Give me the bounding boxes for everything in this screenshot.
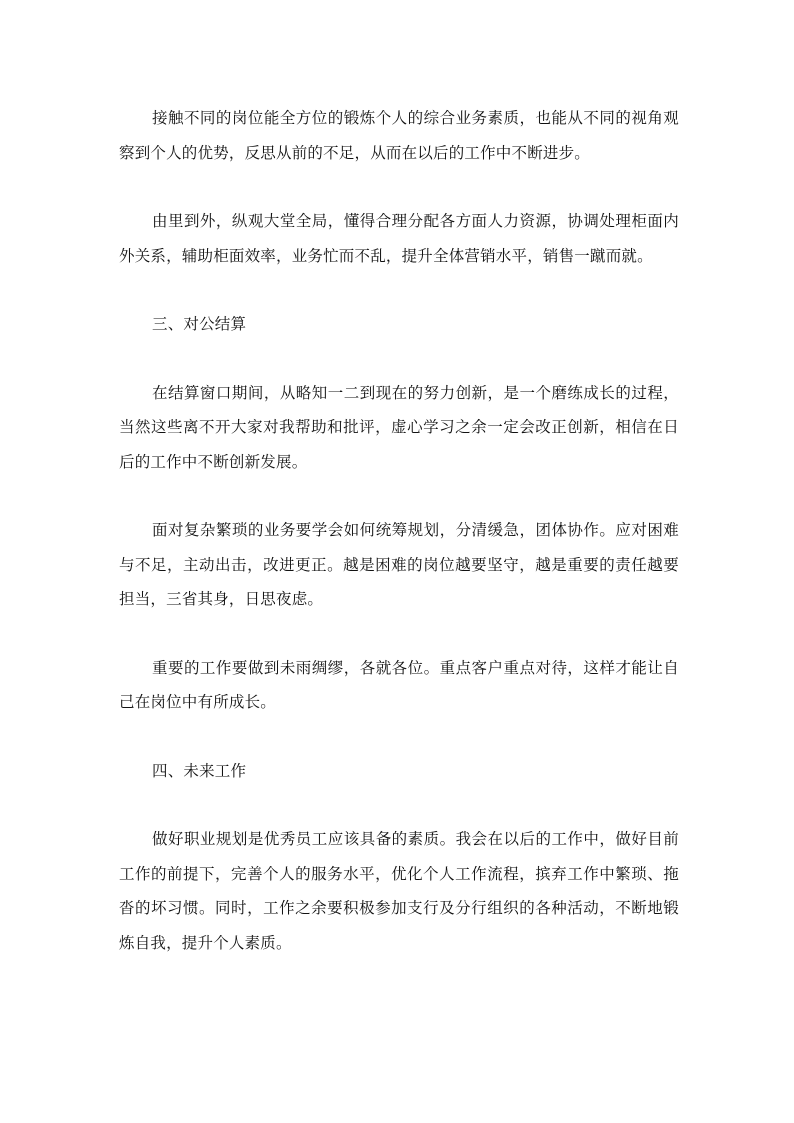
paragraph-key-clients: 重要的工作要做到未雨绸缪，各就各位。重点客户重点对待，这样才能让自己在岗位中有所成长。 [119,658,679,711]
paragraph-spacer [119,273,679,307]
paragraph-spacer [119,479,679,513]
paragraph-settlement-window: 在结算窗口期间，从略知一二到现在的努力创新，是一个磨练成长的过程，当然这些离不开大家对我帮助和批评，虚心学习之余一定会改正创新，相信在日后的工作中不断创新发展。 [119,383,679,471]
paragraph-spacer [119,617,679,651]
paragraph-spacer [119,720,679,754]
paragraph-career-planning: 做好职业规划是优秀员工应该具备的素质。我会在以后的工作中，做好目前工作的前提下，完善个人的服务水平，优化个人工作流程，摈弃工作中繁琐、拖沓的坏习惯。同时，工作之余要积极参加支行及分行组织的各种活动，不断地锻炼自我，提升个人素质。 [119,830,679,952]
section-heading-corporate-settlement: 三、对公结算 [152,315,247,333]
paragraph-spacer [119,788,679,822]
paragraph-complex-business: 面对复杂繁琐的业务要学会如何统筹规划，分清缓急，团体协作。应对困难与不足，主动出击，改进更正。越是困难的岗位越要坚守，越是重要的责任越要担当，三省其身，日思夜虑。 [119,521,679,608]
paragraph-job-rotation: 接触不同的岗位能全方位的锻炼个人的综合业务素质，也能从不同的视角观察到个人的优势，反思从前的不足，从而在以后的工作中不断进步。 [119,109,679,162]
paragraph-spacer [119,342,679,376]
paragraph-lobby-management: 由里到外，纵观大堂全局，懂得合理分配各方面人力资源，协调处理柜面内外关系，辅助柜面效率，业务忙而不乱，提升全体营销水平，销售一蹴而就。 [119,212,679,265]
section-heading-future-work: 四、未来工作 [152,761,247,780]
document-body [119,101,679,960]
paragraph-spacer [119,170,679,204]
